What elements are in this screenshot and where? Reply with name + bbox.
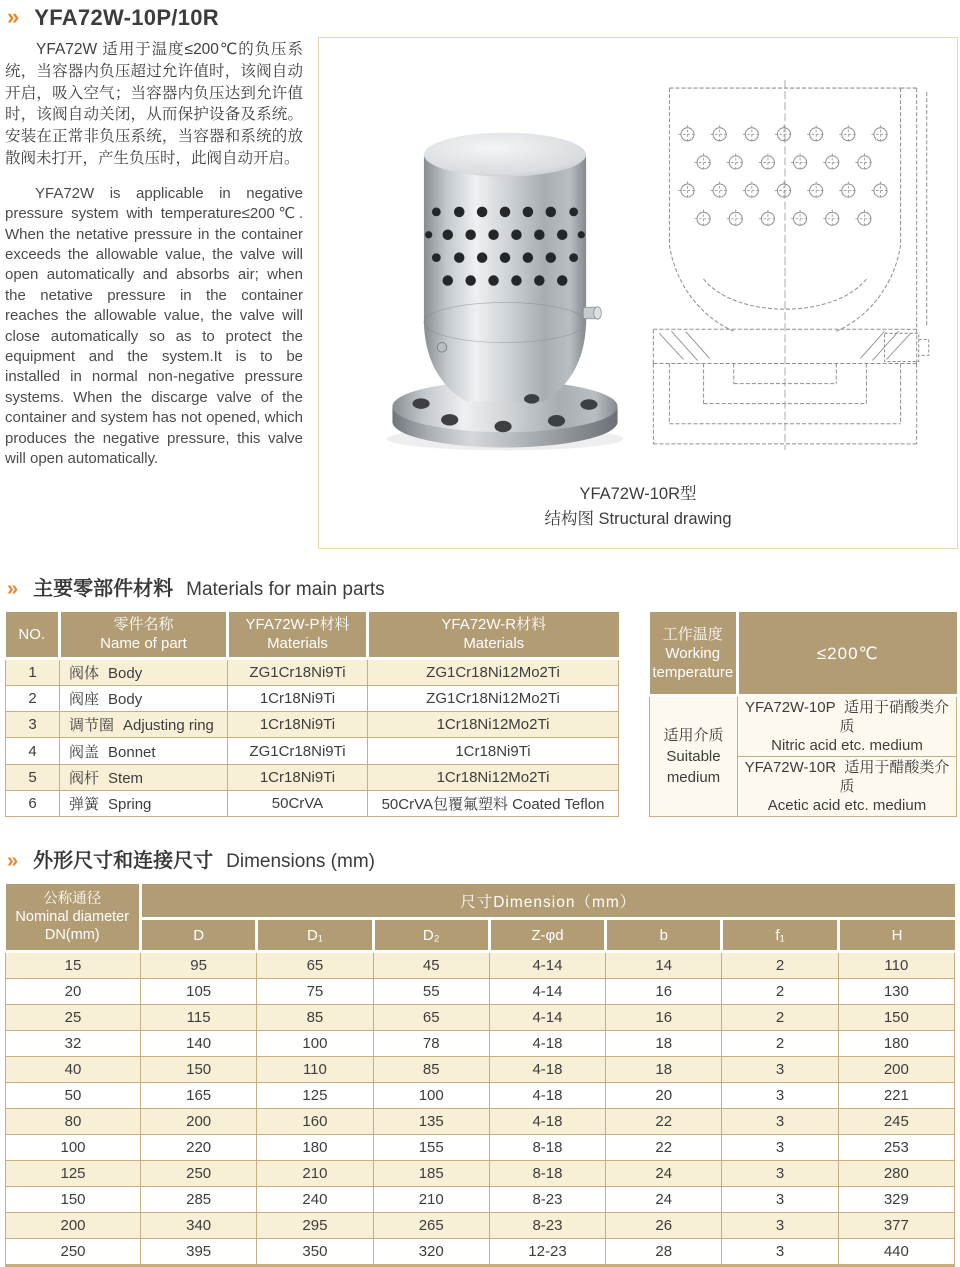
materials-table-row [6, 686, 619, 712]
cell-dn: 125 [6, 1161, 141, 1187]
cell-b: 28 [606, 1239, 722, 1266]
materials-table [5, 612, 619, 817]
materials-heading-en: Materials for main parts [186, 579, 385, 600]
materials-heading-zh: 主要零部件材料 [33, 578, 174, 600]
cell-b: 20 [606, 1083, 722, 1109]
cell-part-name [60, 738, 228, 764]
cell-b: 26 [606, 1213, 722, 1239]
cell-h: 440 [838, 1239, 954, 1266]
cell-z-phi-d: 8-18 [489, 1161, 605, 1187]
materials-table-row [6, 764, 619, 790]
cell-f1: 2 [722, 952, 838, 979]
materials-table-body [6, 659, 619, 817]
cell-dn: 32 [6, 1031, 141, 1057]
part-name-en: Body [108, 691, 143, 709]
cell-b: 18 [606, 1031, 722, 1057]
cell-d: 395 [141, 1239, 257, 1266]
part-name-en: Body [108, 665, 143, 683]
figure-caption-label: 结构图 Structural drawing [544, 510, 732, 528]
cell-h: 180 [838, 1031, 954, 1057]
col-header-r-en: Materials [463, 635, 525, 652]
cell-b: 14 [606, 952, 722, 979]
cell-b: 16 [606, 1005, 722, 1031]
cell-d2: 55 [373, 979, 489, 1005]
cell-b: 24 [606, 1187, 722, 1213]
cell-dn: 250 [6, 1239, 141, 1266]
dimensions-table-body [6, 952, 955, 1266]
materials-table-row [6, 738, 619, 764]
cell-part-name [60, 790, 228, 816]
col-header-no: NO. [6, 612, 60, 659]
cell-f1: 3 [722, 1083, 838, 1109]
cell-d2: 78 [373, 1031, 489, 1057]
cell-part-name [60, 659, 228, 686]
cell-no: 5 [6, 764, 60, 790]
page-title: YFA72W-10P/10R [34, 5, 219, 30]
dimensions-heading-en: Dimensions (mm) [226, 851, 375, 872]
cell-z-phi-d: 4-18 [489, 1083, 605, 1109]
valve-photo [381, 120, 629, 464]
dimension-col-header: H [838, 919, 954, 952]
col-header-p-en: Materials [267, 635, 328, 652]
dimension-col-header: b [606, 919, 722, 952]
dimensions-heading-zh: 外形尺寸和连接尺寸 [33, 850, 214, 872]
dimension-row [6, 1187, 955, 1213]
col-header-p-material [228, 612, 368, 659]
dimension-row [6, 1005, 955, 1031]
cell-r-material: 1Cr18Ni9Ti [368, 738, 619, 764]
part-name-en: Bonnet [108, 743, 156, 761]
dimension-row [6, 1083, 955, 1109]
col-header-r-material [368, 612, 619, 659]
intro-column [0, 37, 306, 469]
working-temperature-en: Working temperature [652, 644, 734, 681]
medium-item-10p [738, 696, 957, 757]
figures [319, 38, 957, 473]
figure-caption [319, 482, 957, 532]
cell-d: 165 [141, 1083, 257, 1109]
dn-label-unit: DN(mm) [44, 927, 100, 943]
cell-no: 2 [6, 686, 60, 712]
part-name-zh: 调节圈 [69, 717, 115, 735]
cell-p-material: 1Cr18Ni9Ti [228, 712, 368, 738]
cell-d: 140 [141, 1031, 257, 1057]
dn-label-zh: 公称通径 [43, 891, 102, 907]
medium-desc-en: Nitric acid etc. medium [771, 737, 923, 754]
cell-f1: 3 [722, 1109, 838, 1135]
cell-d2: 155 [373, 1135, 489, 1161]
cell-b: 22 [606, 1135, 722, 1161]
cell-d1: 180 [257, 1135, 373, 1161]
cell-z-phi-d: 8-23 [489, 1213, 605, 1239]
part-name-zh: 阀杆 [69, 769, 100, 787]
cell-f1: 2 [722, 979, 838, 1005]
cell-h: 329 [838, 1187, 954, 1213]
cell-f1: 3 [722, 1135, 838, 1161]
cell-d: 285 [141, 1187, 257, 1213]
dimension-col-header: D₁ [257, 919, 373, 952]
chevrons-icon: » [7, 4, 20, 29]
cell-dn: 100 [6, 1135, 141, 1161]
cell-d2: 320 [373, 1239, 489, 1266]
cell-d2: 210 [373, 1187, 489, 1213]
materials-table-row [6, 712, 619, 738]
cell-z-phi-d: 4-14 [489, 979, 605, 1005]
cell-d1: 125 [257, 1083, 373, 1109]
cell-d1: 75 [257, 979, 373, 1005]
conditions-table [649, 612, 957, 817]
valve-photo-wrap [381, 120, 629, 469]
cell-d1: 210 [257, 1161, 373, 1187]
part-name-en: Adjusting ring [123, 717, 214, 735]
working-temperature-value: ≤200℃ [738, 612, 957, 696]
cell-h: 245 [838, 1109, 954, 1135]
cell-d: 220 [141, 1135, 257, 1161]
dimension-row [6, 1161, 955, 1187]
dimension-col-header: D₂ [373, 919, 489, 952]
cell-f1: 3 [722, 1213, 838, 1239]
cell-d2: 100 [373, 1083, 489, 1109]
dimension-row [6, 1239, 955, 1266]
materials-table-row [6, 790, 619, 816]
dimension-col-header: D [141, 919, 257, 952]
cell-part-name [60, 764, 228, 790]
dimensions-table [5, 884, 955, 1267]
dimension-row [6, 1135, 955, 1161]
cell-d2: 265 [373, 1213, 489, 1239]
suitable-medium-label [650, 696, 738, 817]
chinese-description: YFA72W 适用于温度≤200℃的负压系统，当容器内负压超过允许值时，该阀自动开启，吸入空气；当容器内负压达到允许值时，该阀自动关闭，从而保护设备及系统。安装在正常非负压系统，当容器和系统的放散阀未打开，产生负压时，此阀自动开启。 [5, 41, 303, 167]
cell-d1: 65 [257, 952, 373, 979]
chevrons-icon: » [7, 850, 19, 872]
cell-h: 377 [838, 1213, 954, 1239]
dn-label-en: Nominal diameter [15, 909, 130, 925]
cell-dn: 15 [6, 952, 141, 979]
suitable-medium-en: Suitable medium [666, 748, 721, 786]
medium-desc-zh: 适用于硝酸类介质 [839, 699, 949, 735]
cell-dn: 20 [6, 979, 141, 1005]
cell-d2: 65 [373, 1005, 489, 1031]
col-header-nominal-diameter [6, 884, 141, 952]
cell-z-phi-d: 8-23 [489, 1187, 605, 1213]
cell-z-phi-d: 8-18 [489, 1135, 605, 1161]
materials-row [0, 612, 960, 817]
materials-table-row [6, 659, 619, 686]
cell-z-phi-d: 4-18 [489, 1057, 605, 1083]
cell-f1: 2 [722, 1031, 838, 1057]
cell-dn: 150 [6, 1187, 141, 1213]
medium-item-line1 [739, 758, 955, 796]
cell-h: 200 [838, 1057, 954, 1083]
cell-d1: 100 [257, 1031, 373, 1057]
col-header-name-en: Name of part [100, 635, 187, 652]
dimension-row [6, 952, 955, 979]
medium-model: YFA72W-10R [744, 759, 837, 776]
cell-h: 280 [838, 1161, 954, 1187]
cell-d: 105 [141, 979, 257, 1005]
cell-dn: 40 [6, 1057, 141, 1083]
dimension-row [6, 979, 955, 1005]
cell-d: 150 [141, 1057, 257, 1083]
part-name-zh: 阀盖 [69, 743, 100, 761]
cell-z-phi-d: 4-14 [489, 1005, 605, 1031]
working-temperature-zh: 工作温度 [662, 625, 723, 643]
part-name-zh: 弹簧 [69, 795, 100, 813]
intro-and-figure [0, 37, 960, 549]
suitable-medium-zh: 适用介质 [663, 727, 724, 744]
medium-desc-en: Acetic acid etc. medium [767, 797, 927, 814]
cell-b: 18 [606, 1057, 722, 1083]
cell-p-material: ZG1Cr18Ni9Ti [228, 738, 368, 764]
dimension-column-headers [6, 919, 955, 952]
cell-d1: 85 [257, 1005, 373, 1031]
cell-part-name [60, 712, 228, 738]
cell-p-material: ZG1Cr18Ni9Ti [228, 659, 368, 686]
cell-d: 250 [141, 1161, 257, 1187]
cell-d2: 45 [373, 952, 489, 979]
cell-h: 150 [838, 1005, 954, 1031]
cell-dn: 50 [6, 1083, 141, 1109]
figure-caption-model: YFA72W-10R型 [579, 485, 697, 503]
materials-section-heading [0, 572, 960, 601]
dimension-col-header: Z-φd [489, 919, 605, 952]
cell-no: 3 [6, 712, 60, 738]
col-header-name-zh: 零件名称 [113, 616, 174, 633]
figure-panel [318, 37, 958, 549]
cell-d: 115 [141, 1005, 257, 1031]
cell-d1: 350 [257, 1239, 373, 1266]
cell-z-phi-d: 4-14 [489, 952, 605, 979]
cell-h: 110 [838, 952, 954, 979]
cell-p-material: 1Cr18Ni9Ti [228, 764, 368, 790]
english-description: YFA72W is applicable in negative pressure system with temperature≤200℃. When the netative pressure in the container exceeds the allowable value, the valve will open automatically and absorbs air; when the netative pressure in the container reaches the allowable value, the valve will close automatically so as to protect the equipment and the system.It is to be installed in normal non-negative pressure systems. When the discarge valve of the container and system has not opened, which produces the negative pressure, this valve will open automatically. [5, 184, 303, 468]
structural-drawing-wrap [639, 76, 931, 473]
col-header-name [60, 612, 228, 659]
cell-f1: 3 [722, 1239, 838, 1266]
cell-z-phi-d: 4-18 [489, 1109, 605, 1135]
cell-d2: 85 [373, 1057, 489, 1083]
cell-r-material: 1Cr18Ni12Mo2Ti [368, 764, 619, 790]
cell-z-phi-d: 12-23 [489, 1239, 605, 1266]
medium-item-10r [738, 757, 957, 817]
col-header-r-zh: YFA72W-R材料 [441, 616, 547, 633]
page-title-row [0, 5, 960, 31]
cell-d: 340 [141, 1213, 257, 1239]
cell-b: 22 [606, 1109, 722, 1135]
dimension-row [6, 1031, 955, 1057]
part-name-zh: 阀座 [69, 691, 100, 709]
cell-p-material: 1Cr18Ni9Ti [228, 686, 368, 712]
cell-b: 24 [606, 1161, 722, 1187]
dimensions-table-header [6, 884, 955, 952]
dimension-row [6, 1109, 955, 1135]
dimensions-section-heading [0, 844, 960, 873]
cell-h: 253 [838, 1135, 954, 1161]
cell-d1: 110 [257, 1057, 373, 1083]
cell-dn: 25 [6, 1005, 141, 1031]
dimension-row [6, 1057, 955, 1083]
working-temperature-label [650, 612, 738, 696]
cell-d1: 295 [257, 1213, 373, 1239]
cell-d1: 240 [257, 1187, 373, 1213]
cell-r-material: 1Cr18Ni12Mo2Ti [368, 712, 619, 738]
cell-d: 95 [141, 952, 257, 979]
cell-part-name [60, 686, 228, 712]
cell-d: 200 [141, 1109, 257, 1135]
cell-r-material: 50CrVA包覆氟塑料 Coated Teflon [368, 790, 619, 816]
col-header-p-zh: YFA72W-P材料 [245, 616, 350, 633]
cell-f1: 3 [722, 1161, 838, 1187]
dimension-col-header: f₁ [722, 919, 838, 952]
cell-b: 16 [606, 979, 722, 1005]
cell-f1: 3 [722, 1057, 838, 1083]
cell-d2: 185 [373, 1161, 489, 1187]
medium-item-line1 [739, 698, 955, 736]
part-name-en: Stem [108, 769, 144, 787]
dimension-row [6, 1213, 955, 1239]
cell-r-material: ZG1Cr18Ni12Mo2Ti [368, 659, 619, 686]
cell-no: 6 [6, 790, 60, 816]
chevrons-icon: » [7, 578, 19, 600]
cell-d1: 160 [257, 1109, 373, 1135]
dimension-group-header: 尺寸Dimension（mm） [141, 884, 955, 919]
cell-dn: 200 [6, 1213, 141, 1239]
medium-model: YFA72W-10P [745, 699, 836, 716]
cell-d2: 135 [373, 1109, 489, 1135]
cell-h: 221 [838, 1083, 954, 1109]
materials-table-header [6, 612, 619, 659]
cell-r-material: ZG1Cr18Ni12Mo2Ti [368, 686, 619, 712]
cell-f1: 2 [722, 1005, 838, 1031]
medium-desc-zh: 适用于醋酸类介质 [839, 759, 950, 795]
cell-f1: 3 [722, 1187, 838, 1213]
cell-no: 4 [6, 738, 60, 764]
cell-no: 1 [6, 659, 60, 686]
part-name-zh: 阀体 [69, 665, 100, 683]
part-name-en: Spring [108, 795, 152, 813]
cell-h: 130 [838, 979, 954, 1005]
cell-z-phi-d: 4-18 [489, 1031, 605, 1057]
structural-drawing [639, 76, 931, 468]
cell-dn: 80 [6, 1109, 141, 1135]
cell-p-material: 50CrVA [228, 790, 368, 816]
